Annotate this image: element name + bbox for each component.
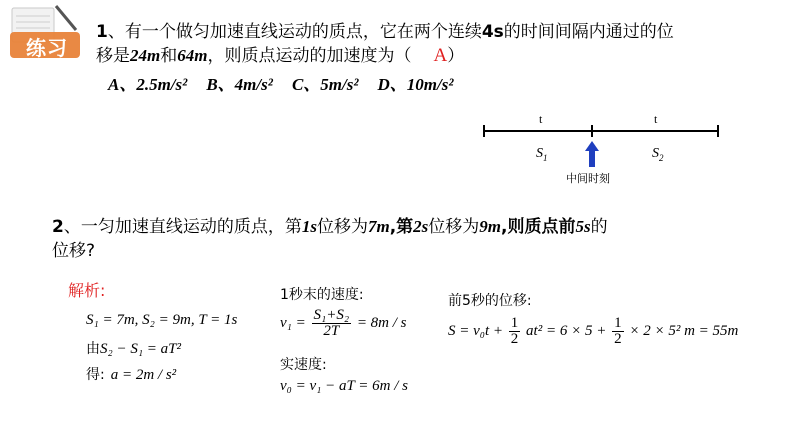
solution-title: 解析: [68, 281, 106, 300]
v0-equation: v₀ = v₁ − aT = 6m / s [280, 378, 409, 394]
option-b: B、4m/s² [206, 75, 273, 94]
displacement-title: 前5秒的位移: [448, 293, 532, 309]
question-1-options [108, 70, 453, 95]
timeline-diagram [478, 113, 748, 188]
answer-letter: A [433, 45, 448, 66]
equation-acceleration: 得: a = 2m / s² [86, 367, 177, 383]
interval-t1: t [539, 112, 543, 126]
option-a: A、2.5m/s² [108, 75, 188, 94]
question-1 [96, 20, 786, 68]
displacement-equation: S = v₀t + $\frac{1}{2}$ at² = 6 × 5 + $\frac{1}{2}$ × 2 × 5² m = 55m [448, 315, 739, 347]
speed-title: 1秒末的速度: [280, 287, 364, 303]
displacement-s2: $S_2$ [652, 146, 664, 163]
v1-equation: v₁ = $\frac{\text{S₁+S₂}}{2T}$ = 8m / s [280, 307, 407, 339]
mid-arrow-icon [585, 141, 599, 167]
question-2 [52, 215, 772, 263]
equation-delta-s: 由S₂ − S₁ = aT² [86, 341, 182, 357]
mid-time-label: 中间时刻 [566, 172, 610, 185]
real-speed-label: 实速度: [280, 357, 327, 373]
question-2-line2: 位移? [52, 241, 96, 261]
question-1-line1: 1、有一个做匀加速直线运动的质点，它在两个连续4s的时间间隔内通过的位 [96, 22, 674, 42]
given-values: S₁ = 7m, S₂ = 9m, T = 1s [86, 312, 238, 328]
option-c: C、5m/s² [291, 75, 359, 94]
displacement-s1: $S_1$ [536, 146, 548, 163]
option-d: D、10m/s² [377, 75, 454, 94]
exercise-badge-label: 练习 [26, 36, 68, 60]
question-1-line2: 移是24m和64m，则质点运动的加速度为（ A） [96, 45, 465, 66]
question-2-line1: 2、一匀加速直线运动的质点，第1s位移为7m,第2s位移为9m,则质点前5s的 [52, 217, 608, 237]
exercise-badge [4, 4, 94, 64]
interval-t2: t [654, 112, 658, 126]
